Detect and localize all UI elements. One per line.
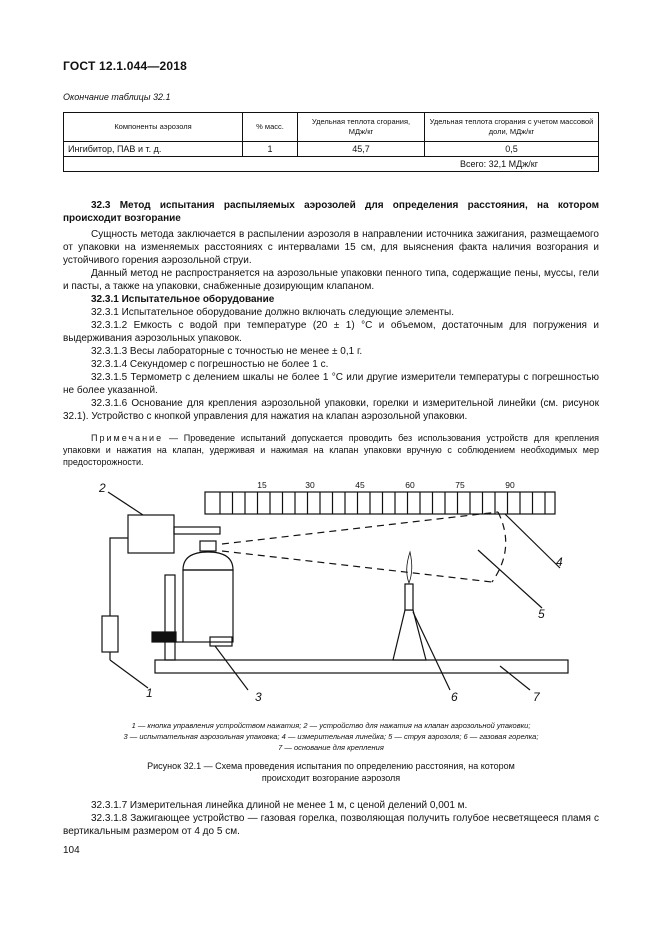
figure-caption: Рисунок 32.1 — Схема проведения испытания по определению расстояния, на котором происходит возгорание аэрозоля [147, 761, 515, 783]
table-total-row [64, 157, 599, 172]
leader-1 [110, 660, 148, 688]
callout-1: 1 [146, 686, 153, 700]
flame-icon [407, 552, 412, 583]
callout-2: 2 [99, 481, 106, 495]
callout-7: 7 [533, 690, 540, 704]
page-number: 104 [63, 845, 80, 856]
table-total: Всего: 32,1 МДж/кг [64, 157, 599, 172]
ruler-tick-label: 30 [305, 480, 315, 490]
paragraph: Данный метод не распространяется на аэрозольные упаковки пенного типа, содержащие пены, муссы, гели и пасты, а также на упаковки, снабженные дозирующим клапаном. [63, 268, 599, 292]
pressing-device [128, 515, 174, 553]
paragraph: 32.3.1.6 Основание для крепления аэрозольной упаковки, горелки и измерительной линейки (см. рисунок 32.1). Устройство с кнопкой управления для нажатия на клапан аэрозольной упаковки. [63, 398, 599, 422]
table-row [64, 142, 599, 157]
leader-2 [108, 492, 143, 515]
leader-3 [215, 646, 248, 690]
stand-post [165, 575, 175, 660]
ruler-tick-label: 60 [405, 480, 415, 490]
ruler-divisions [220, 492, 545, 514]
callout-6: 6 [451, 690, 458, 704]
legend-line: 1 — кнопка управления устройством нажатия; 2 — устройство для нажатия на клапан аэрозольной упаковки; [131, 721, 531, 730]
paragraph: Сущность метода заключается в распылении аэрозоля в направлении источника зажигания, размещаемого от упаковки на изменяемых расстояниях с интервалами 15 см, для выяснения факта наличия возгорания и устойчивого горения аэрозольной струи. [63, 229, 599, 266]
control-cable [110, 538, 128, 616]
pressing-arm [174, 527, 220, 534]
can-valve [200, 541, 216, 551]
table-header-cell: Компоненты аэрозоля [64, 113, 243, 142]
test-setup-diagram [0, 470, 661, 715]
paragraph: 32.3.1.5 Термометр с делением шкалы не более 1 °С или другие измерители температуры с погрешностью не более указанной. [63, 372, 599, 396]
control-button [102, 616, 118, 652]
paragraph: 32.3.1.2 Емкость с водой при температуре (20 ± 1) °С и объемом, достаточным для погружения и выдерживания аэрозольных упаковок. [63, 320, 599, 344]
leader-4 [505, 514, 560, 568]
callout-5: 5 [538, 607, 545, 621]
document-header: ГОСТ 12.1.044—2018 [63, 59, 188, 73]
legend-line: 7 — основание для крепления [278, 743, 384, 752]
table-cell: 45,7 [298, 142, 425, 157]
leader-5 [478, 550, 542, 608]
paragraph: 32.3.1.8 Зажигающее устройство — газовая горелка, позволяющая получить голубое несветящееся пламя с вертикальным размером от 4 до 5 см. [63, 813, 599, 837]
table-caption: Окончание таблицы 32.1 [63, 92, 171, 102]
table-header-cell: % масс. [243, 113, 298, 142]
ruler-tick-label: 90 [505, 480, 515, 490]
jet-upper-edge [222, 512, 498, 544]
aerosol-jet [222, 512, 506, 582]
gas-burner [393, 610, 426, 660]
table-header-cell: Удельная теплота сгорания с учетом массовой доли, МДж/кг [425, 113, 599, 142]
paragraph: 32.3.1 Испытательное оборудование должно включать следующие элементы. [91, 307, 454, 318]
paragraph: 32.3.1.7 Измерительная линейка длиной не менее 1 м, с ценой делений 0,001 м. [91, 800, 468, 811]
stand-clamp [152, 632, 176, 642]
table-header-row [64, 113, 599, 142]
data-table [63, 112, 599, 172]
ruler-tick-label: 15 [257, 480, 267, 490]
table-header-cell: Удельная теплота сгорания, МДж/кг [298, 113, 425, 142]
figure-legend [63, 720, 599, 753]
ruler-tick-label: 45 [355, 480, 365, 490]
jet-front [492, 512, 506, 582]
paragraph: 32.3.1.4 Секундомер с погрешностью не более 1 с. [91, 359, 329, 370]
table-cell: Ингибитор, ПАВ и т. д. [64, 142, 243, 157]
table-cell: 1 [243, 142, 298, 157]
jet-lower-edge [222, 551, 492, 582]
section-title: 32.3 Метод испытания распыляемых аэрозолей для определения расстояния, на котором происходит возгорание [63, 200, 599, 224]
callout-4: 4 [556, 555, 563, 569]
ruler-tick-label: 75 [455, 480, 465, 490]
callout-3: 3 [255, 690, 262, 704]
subsection-title: 32.3.1 Испытательное оборудование [91, 294, 275, 305]
leader-7 [500, 666, 530, 690]
note [63, 432, 599, 468]
paragraph: 32.3.1.3 Весы лабораторные с точностью не менее ± 0,1 г. [91, 346, 363, 357]
burner-tube [405, 584, 413, 610]
table-cell: 0,5 [425, 142, 599, 157]
can-dome [183, 552, 233, 570]
note-label: Примечание [91, 433, 164, 443]
note-text: — Проведение испытаний допускается проводить без использования устройств для крепления упаковки и нажатия на клапан, удерживая и нажимая на клапан упаковки вручную с соблюдением необходимых мер предосторожности. [63, 433, 599, 467]
aerosol-can [183, 570, 233, 642]
legend-line: 3 — испытательная аэрозольная упаковка; 4 — измерительная линейка; 5 — струя аэрозоля; 6 — газовая горелка; [123, 732, 539, 741]
